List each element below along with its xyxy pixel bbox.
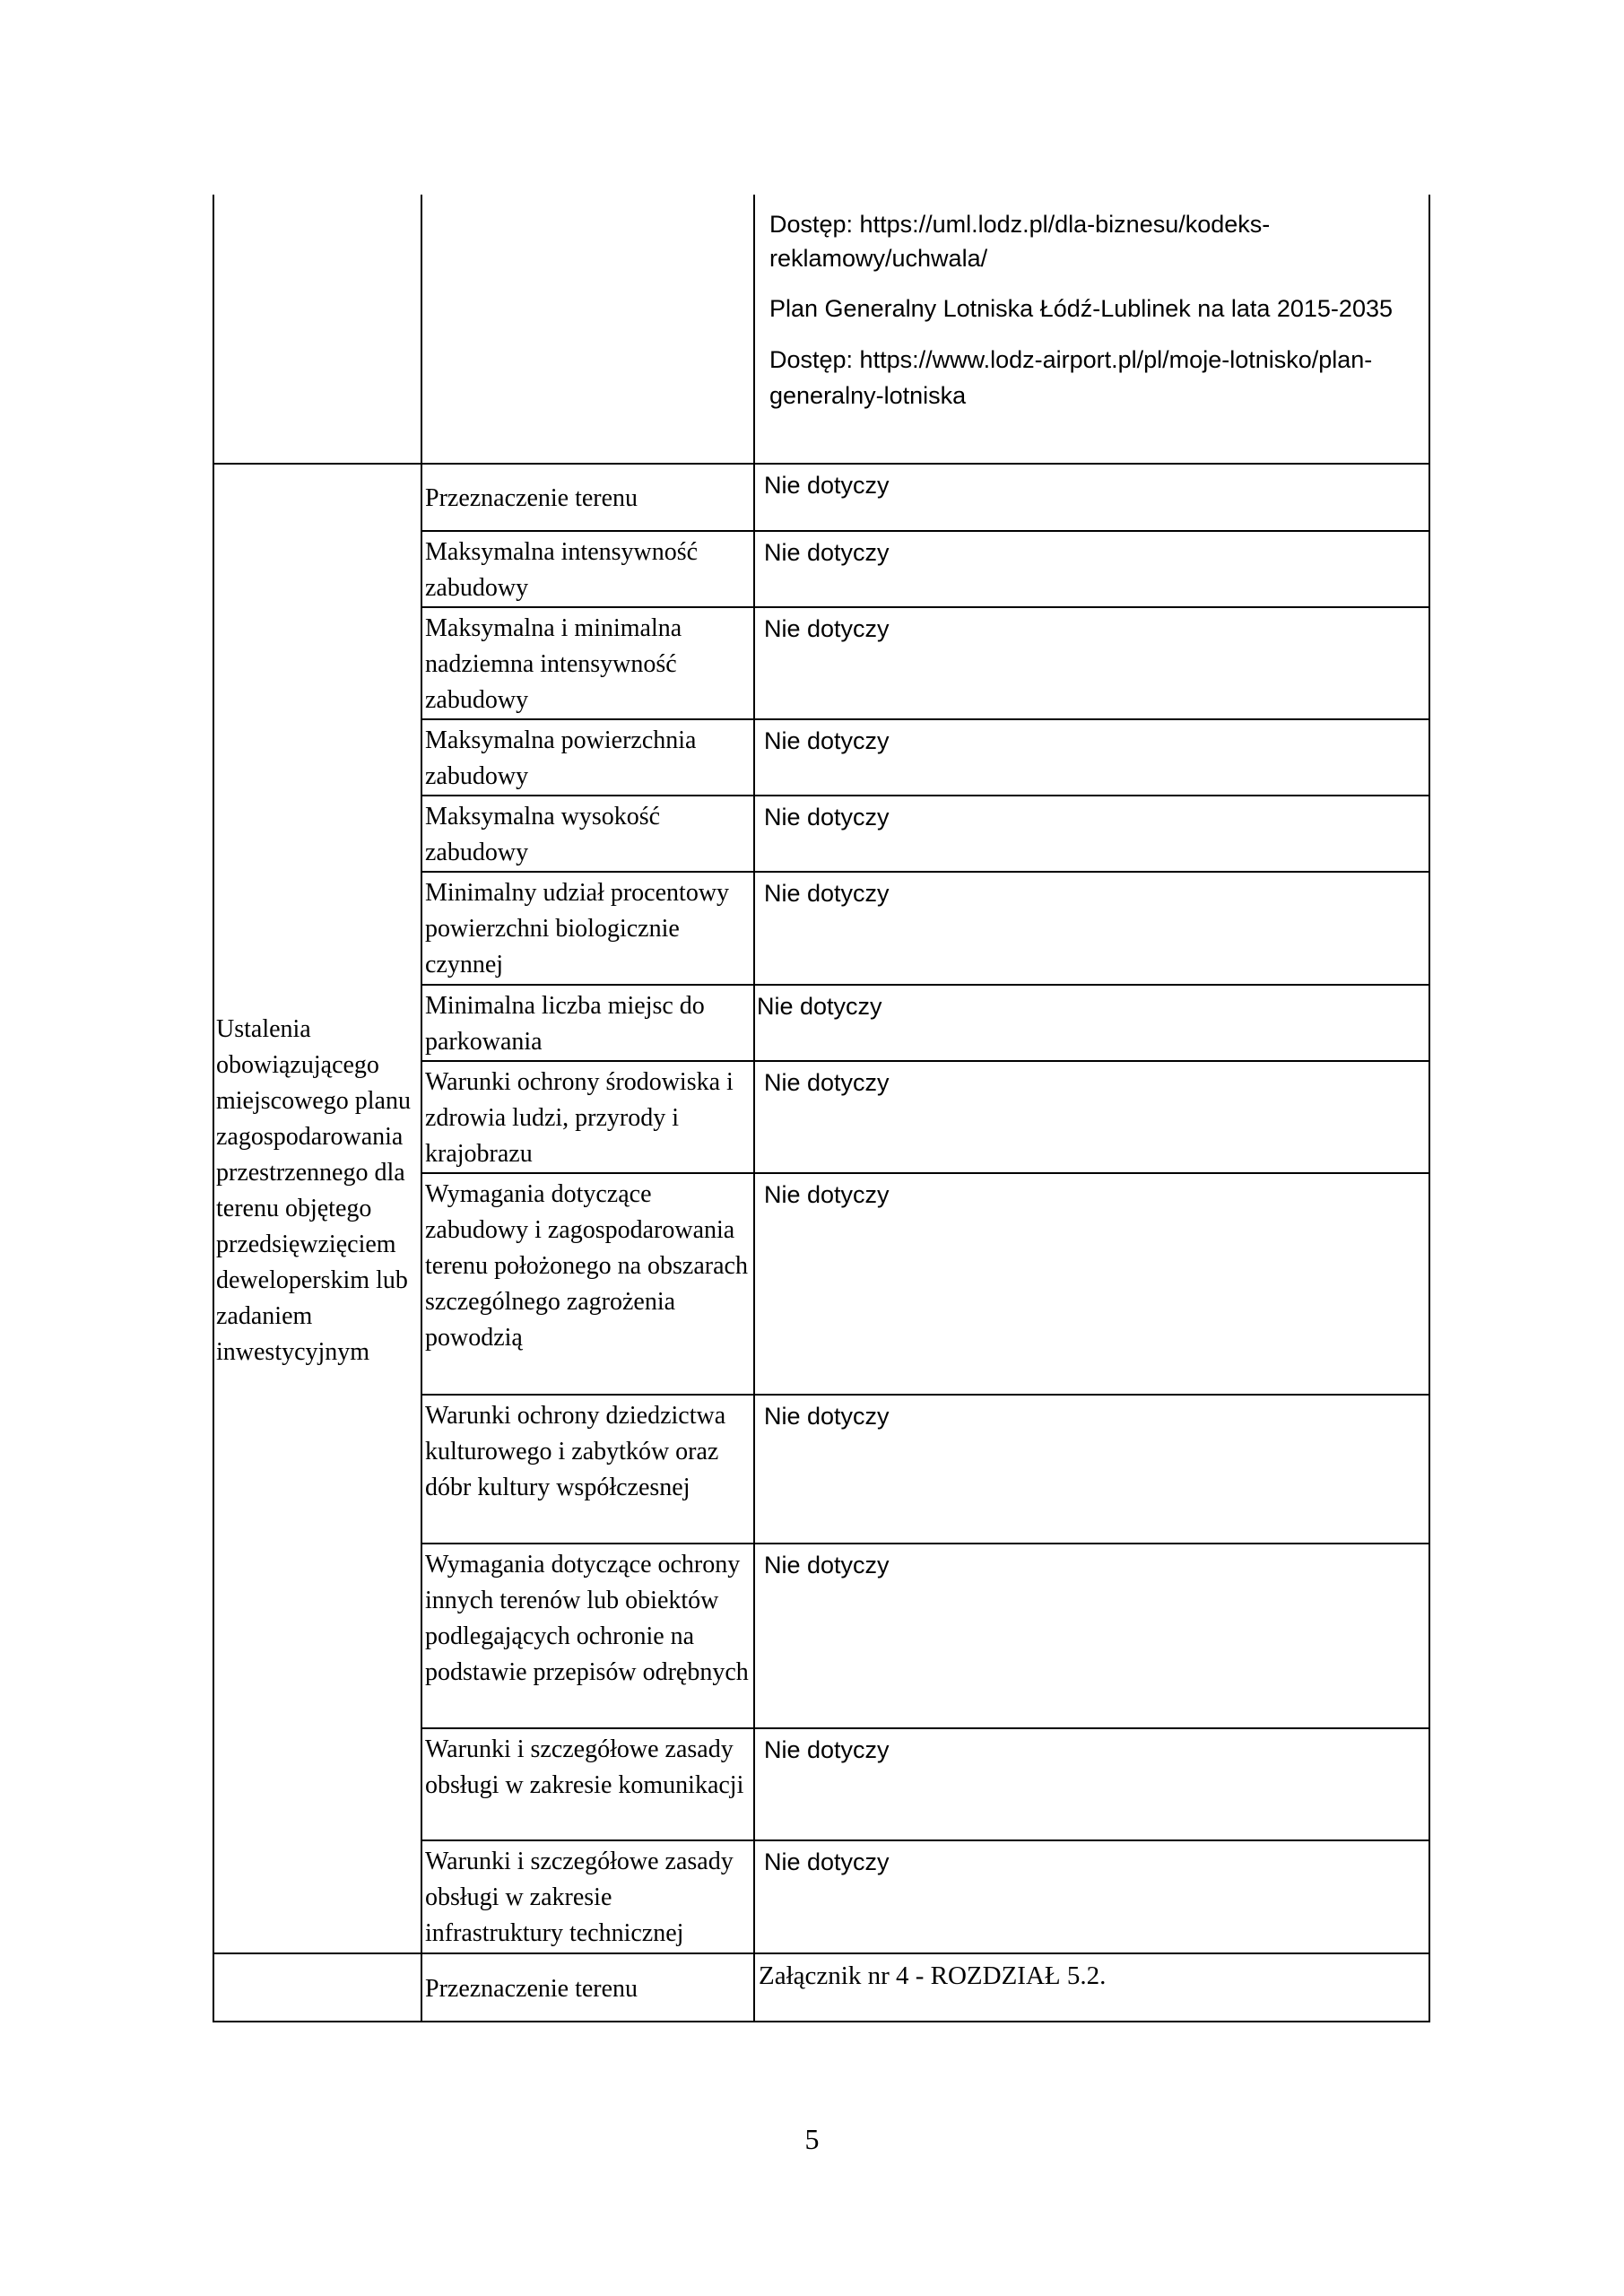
- row-label: Maksymalna i minimalna nadziemna intensywność zabudowy: [421, 607, 754, 719]
- sources-cell: [754, 195, 1429, 464]
- row-value: Nie dotyczy: [754, 607, 1429, 719]
- table-row-sources: [213, 195, 1429, 464]
- group-label: Ustalenia obowiązującego miejscowego planu zagospodarowania przestrzennego dla terenu objętego przedsięwzięciem deweloperskim lub zadaniem inwestycyjnym: [216, 1014, 411, 1366]
- empty-cell: [213, 1953, 421, 2022]
- table-row: [213, 464, 1429, 531]
- empty-cell: [421, 195, 754, 464]
- row-label: Warunki i szczegółowe zasady obsługi w zakresie infrastruktury technicznej: [421, 1840, 754, 1953]
- row-value: Nie dotyczy: [754, 985, 1429, 1061]
- row-value: Nie dotyczy: [754, 1395, 1429, 1544]
- attachment-reference: Załącznik nr 4 - ROZDZIAŁ 5.2.: [754, 1953, 1429, 2022]
- row-value: Nie dotyczy: [754, 796, 1429, 872]
- row-label: Maksymalna wysokość zabudowy: [421, 796, 754, 872]
- row-label: Warunki i szczegółowe zasady obsługi w zakresie komunikacji: [421, 1728, 754, 1840]
- row-label: Minimalna liczba miejsc do parkowania: [421, 985, 754, 1061]
- row-label: Minimalny udział procentowy powierzchni biologicznie czynnej: [421, 872, 754, 985]
- source-line: Plan Generalny Lotniska Łódź-Lublinek na lata 2015-2035: [769, 295, 1393, 322]
- row-value: Nie dotyczy: [754, 1544, 1429, 1728]
- row-label: Przeznaczenie terenu: [421, 464, 754, 531]
- table-row-last: [213, 1953, 1429, 2022]
- row-label: Maksymalna powierzchnia zabudowy: [421, 719, 754, 796]
- row-value: Nie dotyczy: [754, 531, 1429, 607]
- source-line: Dostęp: https://www.lodz-airport.pl/pl/moje-lotnisko/plan-generalny-lotniska: [769, 346, 1373, 409]
- row-value: Nie dotyczy: [754, 1061, 1429, 1173]
- row-label: Warunki ochrony środowiska i zdrowia ludzi, przyrody i krajobrazu: [421, 1061, 754, 1173]
- row-label: Przeznaczenie terenu: [421, 1953, 754, 2022]
- empty-cell: [213, 195, 421, 464]
- row-value: Nie dotyczy: [754, 872, 1429, 985]
- row-value: Nie dotyczy: [754, 1840, 1429, 1953]
- row-value: Nie dotyczy: [754, 719, 1429, 796]
- row-value: Nie dotyczy: [754, 464, 1429, 531]
- row-label: Wymagania dotyczące ochrony innych terenów lub obiektów podlegających ochronie na podstawie przepisów odrębnych: [421, 1544, 754, 1728]
- row-value: Nie dotyczy: [754, 1728, 1429, 1840]
- page-number: 5: [804, 2123, 820, 2155]
- document-table: [213, 195, 1430, 2022]
- row-label: Maksymalna intensywność zabudowy: [421, 531, 754, 607]
- group-label-cell: [213, 464, 421, 1953]
- row-value: Nie dotyczy: [754, 1173, 1429, 1395]
- row-label: Warunki ochrony dziedzictwa kulturowego i zabytków oraz dóbr kultury współczesnej: [421, 1395, 754, 1544]
- source-line: Dostęp: https://uml.lodz.pl/dla-biznesu/kodeks-reklamowy/uchwala/: [769, 211, 1271, 272]
- row-label: Wymagania dotyczące zabudowy i zagospodarowania terenu położonego na obszarach szczególnego zagrożenia powodzią: [421, 1173, 754, 1395]
